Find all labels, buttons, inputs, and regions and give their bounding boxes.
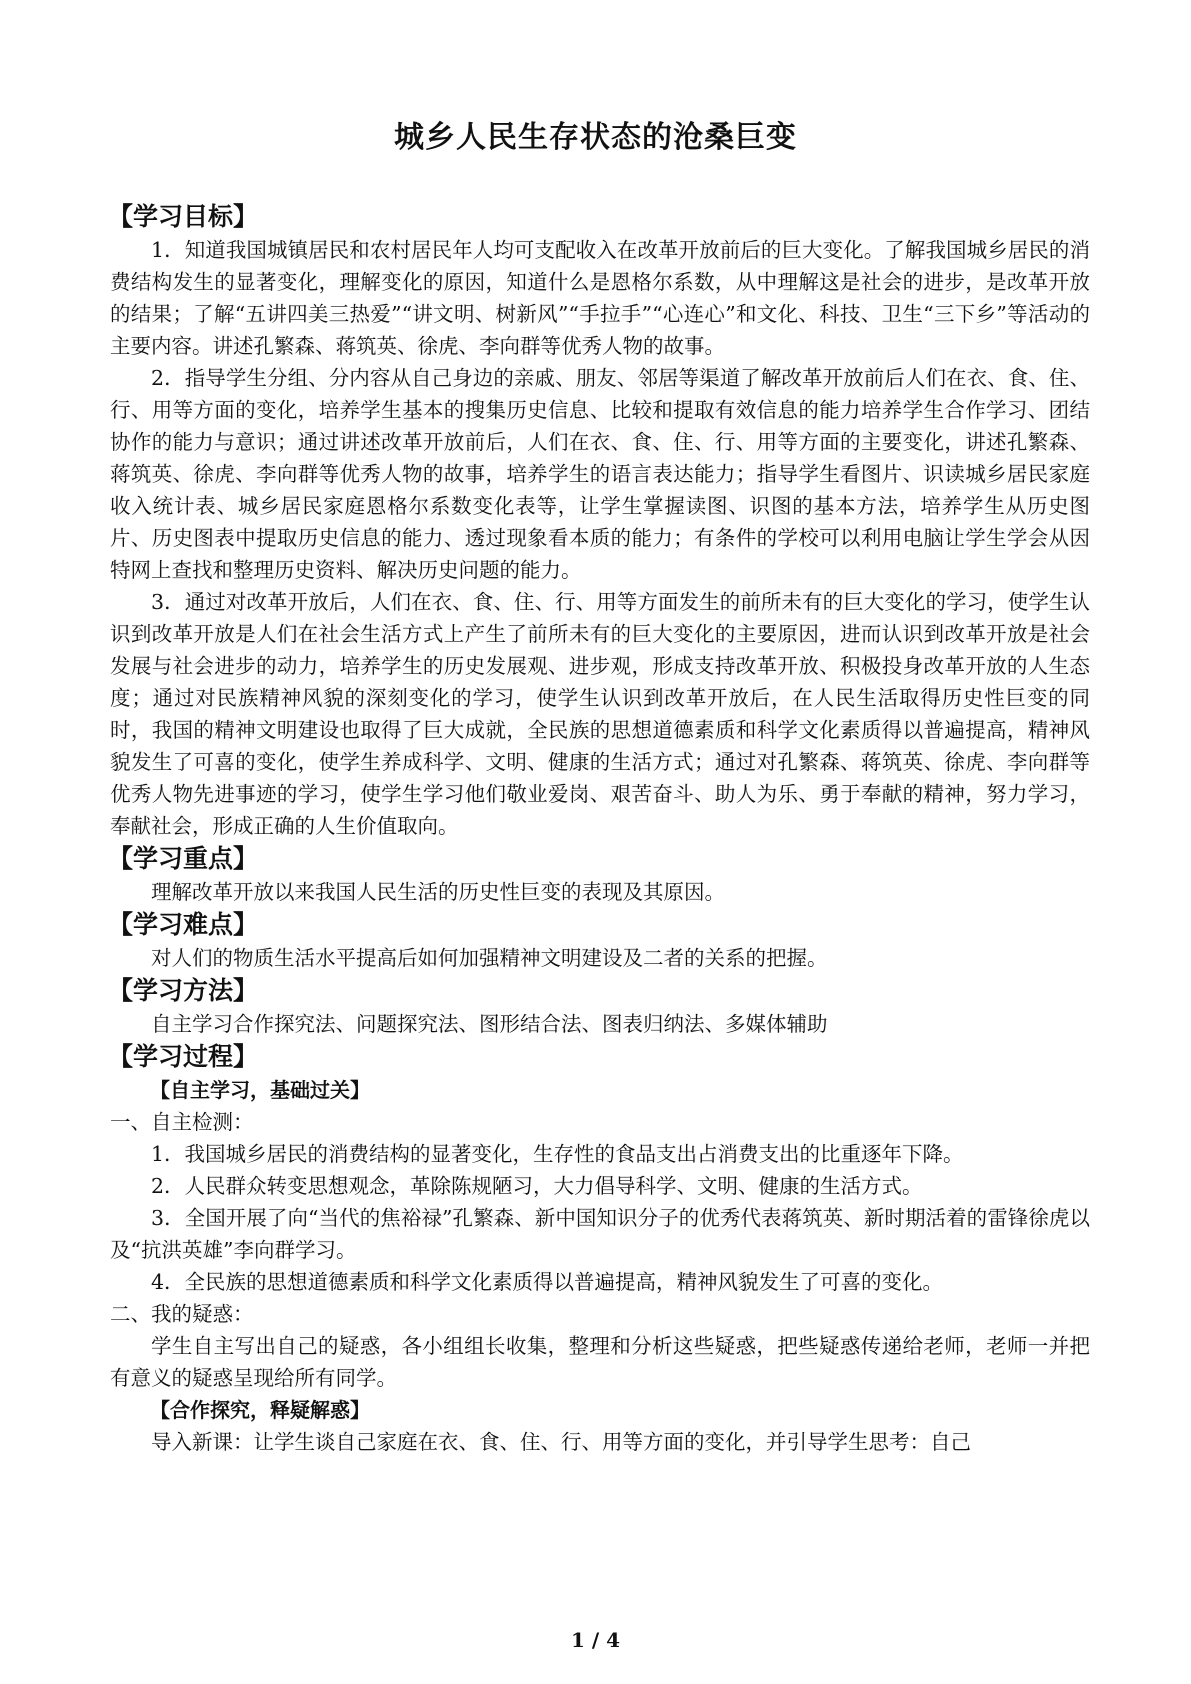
doubts-text: 学生自主写出自己的疑惑，各小组组长收集，整理和分析这些疑惑，把些疑惑传递给老师，老师一并把有意义的疑惑呈现给所有同学。 xyxy=(110,1334,1090,1390)
objective-paragraph-2: 2．指导学生分组、分内容从自己身边的亲戚、朋友、邻居等渠道了解改革开放前后人们在衣、食、住、行、用等方面的变化，培养学生基本的搜集历史信息、比较和提取有效信息的能力培养学生合作学习、团结协作的能力与意识；通过讲述改革开放前后，人们在衣、食、住、行、用等方面的主要变化，讲述孔繁森、蒋筑英、徐虎、李向群等优秀人物的故事，培养学生的语言表达能力；指导学生看图片、识读城乡居民家庭收入统计表、城乡居民家庭恩格尔系数变化表等，让学生掌握读图、识图的基本方法，培养学生从历史图片、历史图表中提取历史信息的能力、透过现象看本质的能力；有条件的学校可以利用电脑让学生学会从因特网上查找和整理历史资料、解决历史问题的能力。 xyxy=(110,366,1090,582)
cooperation-subheading: 【合作探究，释疑解惑】 xyxy=(150,1398,370,1422)
self-study-subheading: 【自主学习，基础过关】 xyxy=(150,1078,370,1102)
key-points-text: 理解改革开放以来我国人民生活的历史性巨变的表现及其原因。 xyxy=(151,880,725,904)
difficulties-heading: 【学习难点】 xyxy=(108,910,259,939)
self-check-label: 一、自主检测： xyxy=(110,1110,254,1134)
page-title: 城乡人民生存状态的沧桑巨变 xyxy=(394,120,797,155)
page-number: 1 / 4 xyxy=(570,1628,621,1652)
methods-text: 自主学习合作探究法、问题探究法、图形结合法、图表归纳法、多媒体辅助 xyxy=(151,1012,828,1036)
check-item-3: 3．全国开展了向“当代的焦裕禄”孔繁森、新中国知识分子的优秀代表蒋筑英、新时期活着的雷锋徐虎以及“抗洪英雄”李向群学习。 xyxy=(110,1206,1090,1262)
methods-heading: 【学习方法】 xyxy=(108,976,259,1005)
objectives-heading: 【学习目标】 xyxy=(108,202,259,231)
difficulties-text: 对人们的物质生活水平提高后如何加强精神文明建设及二者的关系的把握。 xyxy=(151,946,828,970)
intro-text: 导入新课：让学生谈自己家庭在衣、食、住、行、用等方面的变化，并引导学生思考：自己 xyxy=(151,1430,971,1454)
process-heading: 【学习过程】 xyxy=(108,1042,259,1071)
check-item-1: 1．我国城乡居民的消费结构的显著变化，生存性的食品支出占消费支出的比重逐年下降。 xyxy=(151,1142,964,1166)
check-item-4: 4．全民族的思想道德素质和科学文化素质得以普遍提高，精神风貌发生了可喜的变化。 xyxy=(151,1270,944,1294)
document-body xyxy=(110,200,1090,1458)
objective-paragraph-3: 3．通过对改革开放后，人们在衣、食、住、行、用等方面发生的前所未有的巨大变化的学习，使学生认识到改革开放是人们在社会生活方式上产生了前所未有的巨大变化的主要原因，进而认识到改革开放是社会发展与社会进步的动力，培养学生的历史发展观、进步观，形成支持改革开放、积极投身改革开放的人生态度；通过对民族精神风貌的深刻变化的学习，使学生认识到改革开放后，在人民生活取得历史性巨变的同时，我国的精神文明建设也取得了巨大成就，全民族的思想道德素质和科学文化素质得以普遍提高，精神风貌发生了可喜的变化，使学生养成科学、文明、健康的生活方式；通过对孔繁森、蒋筑英、徐虎、李向群等优秀人物先进事迹的学习，使学生学习他们敬业爱岗、艰苦奋斗、助人为乐、勇于奉献的精神，努力学习，奉献社会，形成正确的人生价值取向。 xyxy=(110,590,1090,838)
key-points-heading: 【学习重点】 xyxy=(108,844,259,873)
objective-paragraph-1: 1．知道我国城镇居民和农村居民年人均可支配收入在改革开放前后的巨大变化。了解我国城乡居民的消费结构发生的显著变化，理解变化的原因，知道什么是恩格尔系数，从中理解这是社会的进步，是改革开放的结果；了解“五讲四美三热爱”“讲文明、树新风”“手拉手”“心连心”和文化、科技、卫生“三下乡”等活动的主要内容。讲述孔繁森、蒋筑英、徐虎、李向群等优秀人物的故事。 xyxy=(110,238,1090,358)
doubts-label: 二、我的疑惑： xyxy=(110,1302,254,1326)
check-item-2: 2．人民群众转变思想观念，革除陈规陋习，大力倡导科学、文明、健康的生活方式。 xyxy=(151,1174,923,1198)
